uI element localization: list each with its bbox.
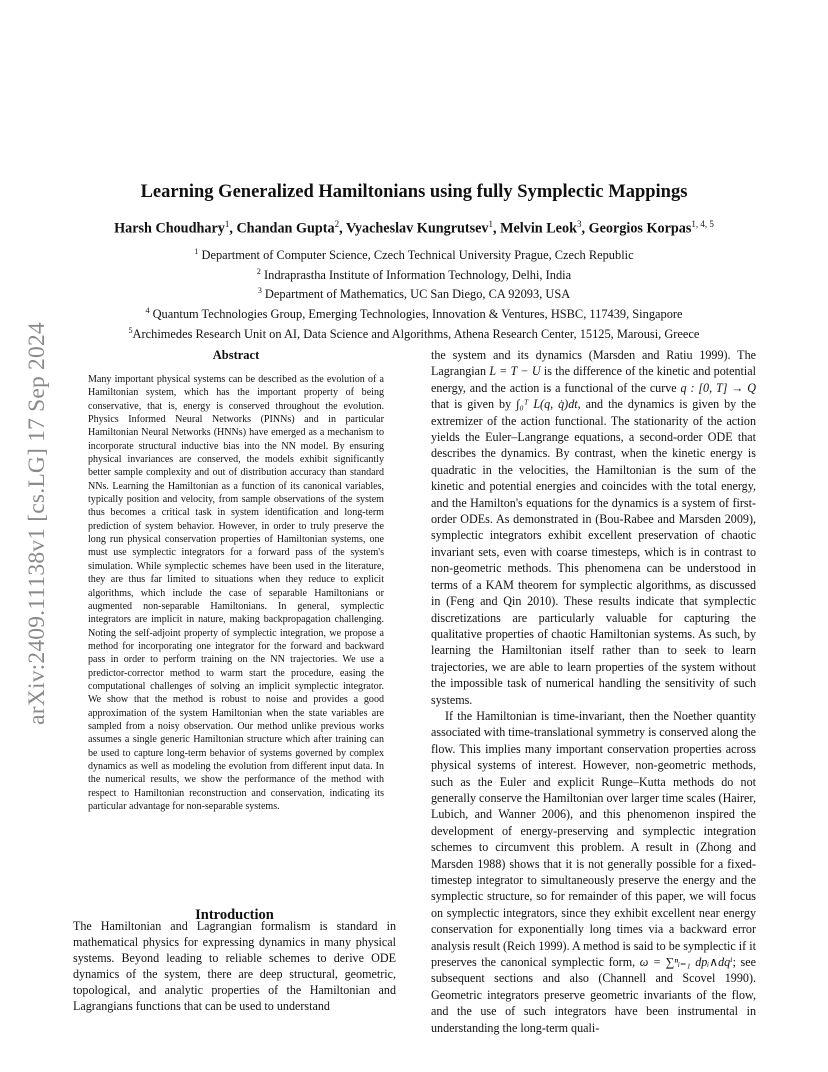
introduction-paragraph-continued: [431, 347, 756, 708]
abstract-heading: Abstract: [212, 348, 260, 362]
math-expression: ω = ∑ⁿᵢ₌₁ dpᵢ∧dqⁱ: [639, 955, 733, 970]
affiliation-text: Archimedes Research Unit on AI, Data Science and Algorithms, Athena Research Center, 15125, Marousi, Greece: [132, 327, 700, 341]
paragraph-text: If the Hamiltonian is time-invariant, then the Noether quantity associated with time-translational symmetry is conserved along the flow. This implies many important conservation properties across physical systems of interest. However, non-geometric methods, such as the Euler and explicit Runge–Kutta methods do not generally conserve the Hamiltonian over larger time scales (Hairer, Lubich, and Wanner 2006), and this phenomenon inspired the development of energy-preserving and symplectic integration schemes to circumvent this problem. A result in (Zhong and Marsden 1988) shows that it is not generally possible for a fixed-timestep integrator to simultaneously preserve the energy and the symplectic structure, so for remainder of this paper, we will focus on symplectic integrators, since they exhibit excellent near energy conservation for exponentially long times via a backward error analysis result (Reich 1999). A method is said to be symplectic if it preserves the canonical symplectic form,: [431, 708, 756, 970]
author-affiliation-marker: 3: [576, 219, 582, 229]
author-affiliation-marker: 1, 4, 5: [691, 219, 714, 229]
math-expression: q : [0, T] → Q: [680, 380, 756, 395]
affiliation-marker: 1: [194, 247, 199, 256]
noether-paragraph: [431, 708, 756, 1036]
arxiv-identifier-text: arXiv:2409.11138v1 [cs.LG] 17 Sep 2024: [23, 321, 50, 725]
affiliation-line: [60, 264, 768, 284]
affiliation-line: [60, 323, 768, 343]
abstract-section: [88, 348, 384, 813]
paragraph-text: that is given by: [431, 397, 517, 412]
abstract-body: Many important physical systems can be described as the evolution of a Hamiltonian system, which has the important property of being conservative, that is, energy is conserved throughout the evolution. Physics Informed Neural Networks (PINNs) and in particular Hamiltonian Neural Networks (HNNs) have emerged as a mechanism to incorporate structural inductive bias into the NN model. By ensuring physical invariances are conserved, the models exhibit significantly better sample complexity and out of distribution accuracy than standard NNs. Learning the Hamiltonian as a function of its canonical variables, typically position and velocity, from sample observations of the system thus becomes a critical task in system identification and long-term prediction of system behavior. However, in order to truly preserve the long run physical conservation properties of Hamiltonian systems, one must use symplectic integrators for a forward pass of the system's simulation. While symplectic schemes have been used in the literature, they are thus far limited to situations when they reduce to explicit algorithms, which include the case of separable Hamiltonians or augmented non-separable Hamiltonians. In general, symplectic integrators are implicit in nature, making backpropagation challenging. Noting the self-adjoint property of symplectic integration, we propose a method for incorporating one integrator for the forward and backward pass in order to perform training on the NN trajectories. We use a predictor-corrector method to warm start the procedure, easing the computational challenges of solving an implicit symplectic integrator. We show that the method is robust to noise and provides a good approximation of the system Hamiltonian when the state variables are sampled from a noisy observation. Our method unlike previous works assumes a single generic Hamiltonian structure which after training can be used to capture long-term behavior of systems governed by complex dynamics as well as modeling the evolution from different input data. In the numerical results, we show the performance of the method with respect to Hamiltonian reconstruction and conservation, indicating its particular advantage for non-separable systems.: [88, 374, 384, 812]
author-affiliation-marker: 1: [224, 219, 230, 229]
paper-title: Learning Generalized Hamiltonians using fully Symplectic Mappings: [140, 182, 688, 202]
affiliation-line: [60, 283, 768, 303]
paragraph-text: , and the dynamics is given by the extremizer of the action functional. The stationarity of the action yields the Euler–Langrange equations, a second-order ODE that describes the dynamics. By contrast, when the kinetic energy is quadratic in the velocities, the Hamiltonian is the sum of the kinetic and potential energies and coincides with the total energy, and the Hamilton's equations for the dynamics is a system of first-order ODEs. As demonstrated in (Bou-Rabee and Marsden 2009), symplectic integrators exhibit excellent preservation of chaotic invariant sets, even with coarse timesteps, which is in contrast to non-geometric methods. This phenomena can be understood in terms of a KAM theorem for symplectic algorithms, as discussed in (Feng and Qin 2010). These results indicate that symplectic discretizations are particularly valuable for capturing the qualitative properties of chaotic Hamiltonian systems. As such, by learning the Hamiltonian itself rather than to seek to learn trajectories, we are able to learn properties of the system without the impossible task of numerical handling the sensitivity of such systems.: [431, 397, 756, 707]
affiliation-line: [60, 244, 768, 264]
author-name: Vyacheslav Kungrutsev: [345, 220, 489, 237]
author-affiliation-marker: 2: [334, 219, 340, 229]
affiliation-list: [60, 244, 768, 343]
right-column: [431, 347, 756, 1036]
author-name: Chandan Gupta: [236, 220, 335, 237]
arxiv-identifier-stamp: [20, 288, 54, 758]
introduction-heading: Introduction: [195, 907, 274, 924]
affiliation-text: Quantum Technologies Group, Emerging Technologies, Innovation & Ventures, HSBC, 117439, Singapore: [152, 307, 683, 322]
author-name: Harsh Choudhary: [114, 220, 225, 237]
author-name: Melvin Leok: [500, 220, 577, 237]
affiliation-marker: 5: [128, 325, 133, 335]
paragraph-text: is the difference of the kinetic and potential energy, and the action is a functional of the curve: [431, 364, 756, 395]
affiliation-text: Department of Mathematics, UC San Diego, CA 92093, USA: [264, 287, 571, 302]
affiliation-marker: 4: [145, 306, 150, 316]
affiliation-text: Department of Computer Science, Czech Technical University Prague, Czech Republic: [201, 248, 634, 263]
author-affiliation-marker: 1: [488, 219, 494, 229]
affiliation-marker: 2: [256, 266, 261, 276]
affiliation-line: [60, 303, 768, 323]
paragraph-text: the system and its dynamics (Marsden and Ratiu 1999). The Lagrangian: [431, 348, 756, 379]
math-expression: ∫₀ᵀ L(q, q̇)dt: [516, 397, 578, 412]
paragraph-text: ; see subsequent sections and also (Channell and Scovel 1990). Geometric integrators preserve geometric invariants of the flow, and the use of such integrators have been instrumental in understanding the long-term quali-: [431, 955, 757, 1035]
introduction-paragraph: The Hamiltonian and Lagrangian formalism is standard in mathematical physics for expressing dynamics in many physical systems. Beyond leading to reliable schemes to derive ODE dynamics of the system, there are deep structural, geometric, topological, and analytic properties of the Hamiltonian and Lagrangians functions that can be used to understand: [73, 919, 396, 1014]
affiliation-text: Indraprastha Institute of Information Technology, Delhi, India: [264, 267, 572, 282]
affiliation-marker: 3: [257, 286, 262, 296]
math-expression: L = T − U: [489, 364, 541, 379]
author-list: Harsh Choudhary$^1$, Chandan Gupta$^2$, Vyacheslav Kungrutsev$^1$, Melvin Leok$^3$, Georgios Korpas$^{1, 4, 5}$: [114, 219, 714, 237]
author-name: Georgios Korpas: [588, 220, 692, 237]
